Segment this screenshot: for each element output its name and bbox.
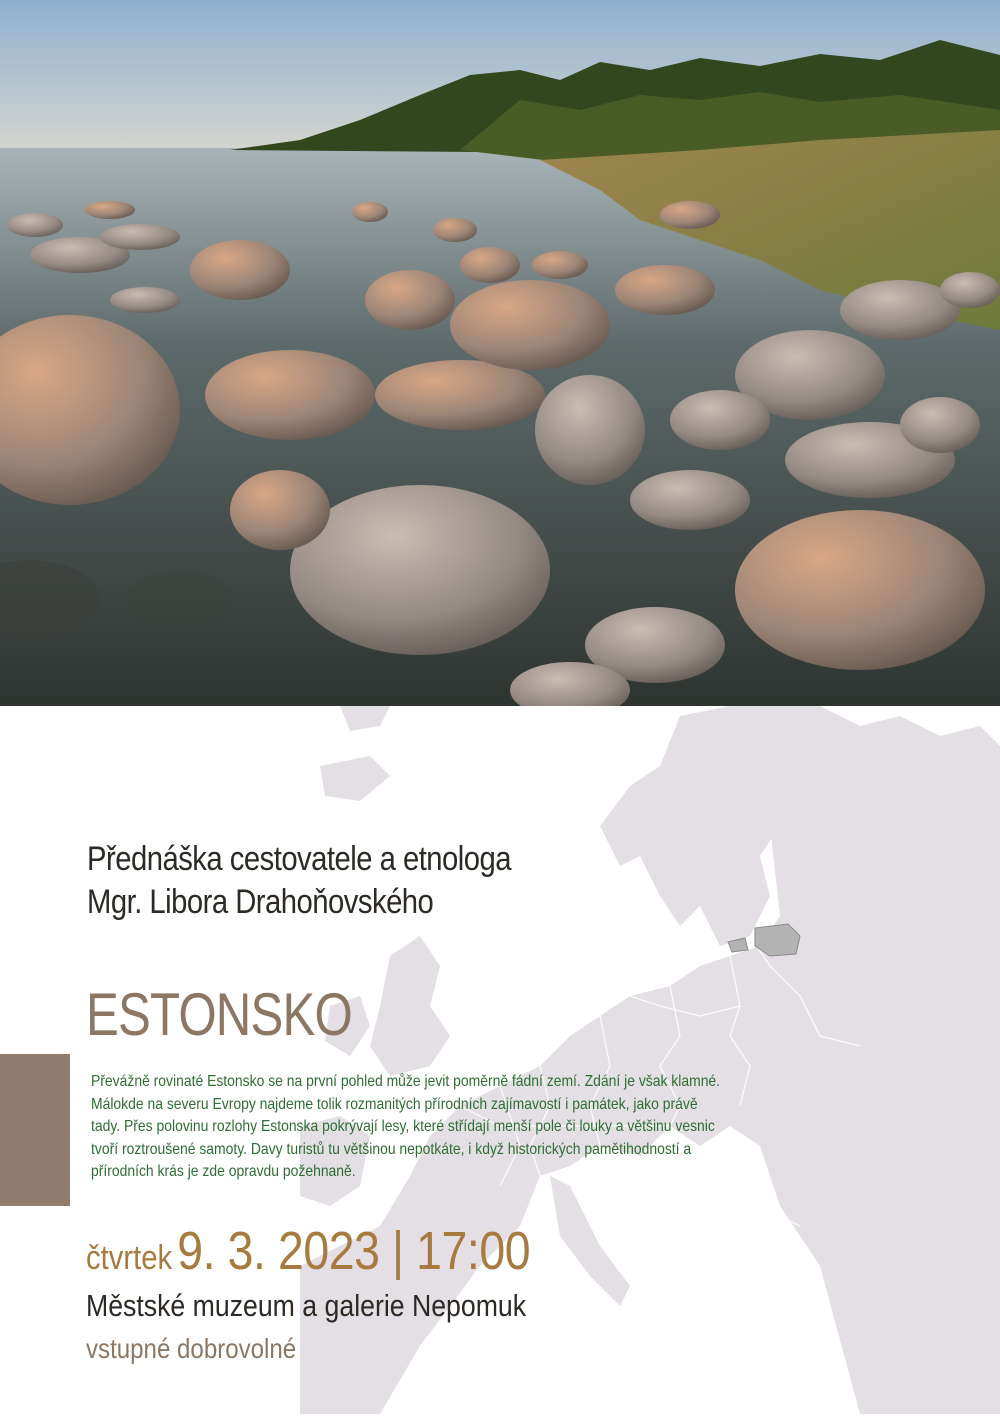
event-venue: Městské muzeum a galerie Nepomuk	[86, 1288, 527, 1323]
accent-bar	[0, 1054, 70, 1206]
page-title: ESTONSKO	[86, 981, 352, 1048]
event-entry: vstupné dobrovolné	[86, 1333, 297, 1364]
event-date-time: 9. 3. 2023 | 17:00	[177, 1221, 531, 1281]
description-line: přírodních krás je zde opravdu požehnaně.	[91, 1163, 356, 1180]
coastline-photo	[0, 0, 1000, 706]
lecture-intro	[87, 838, 603, 924]
description-line: Převážně rovinaté Estonsko se na první pohled může jevit poměrně fádní zemí. Zdání je však klamné.	[91, 1073, 721, 1090]
description-line: tvoří roztroušené samoty. Davy turistů tu většinou nepotkáte, i když historických pamětihodností a	[91, 1140, 692, 1158]
event-datetime	[86, 1220, 530, 1282]
description	[91, 1071, 770, 1184]
description-line: tady. Přes polovinu rozlohy Estonska pokrývají lesy, které střídají menší pole či louky a většinu vesnic	[91, 1118, 715, 1135]
intro-line-2: Mgr. Libora Drahoňovského	[87, 883, 434, 921]
event-day: čtvrtek	[86, 1239, 173, 1277]
description-line: Málokde na severu Evropy najdeme tolik rozmanitých přírodních zajímavostí i památek, jako právě	[91, 1095, 698, 1113]
intro-line-1: Přednáška cestovatele a etnologa	[87, 840, 512, 878]
